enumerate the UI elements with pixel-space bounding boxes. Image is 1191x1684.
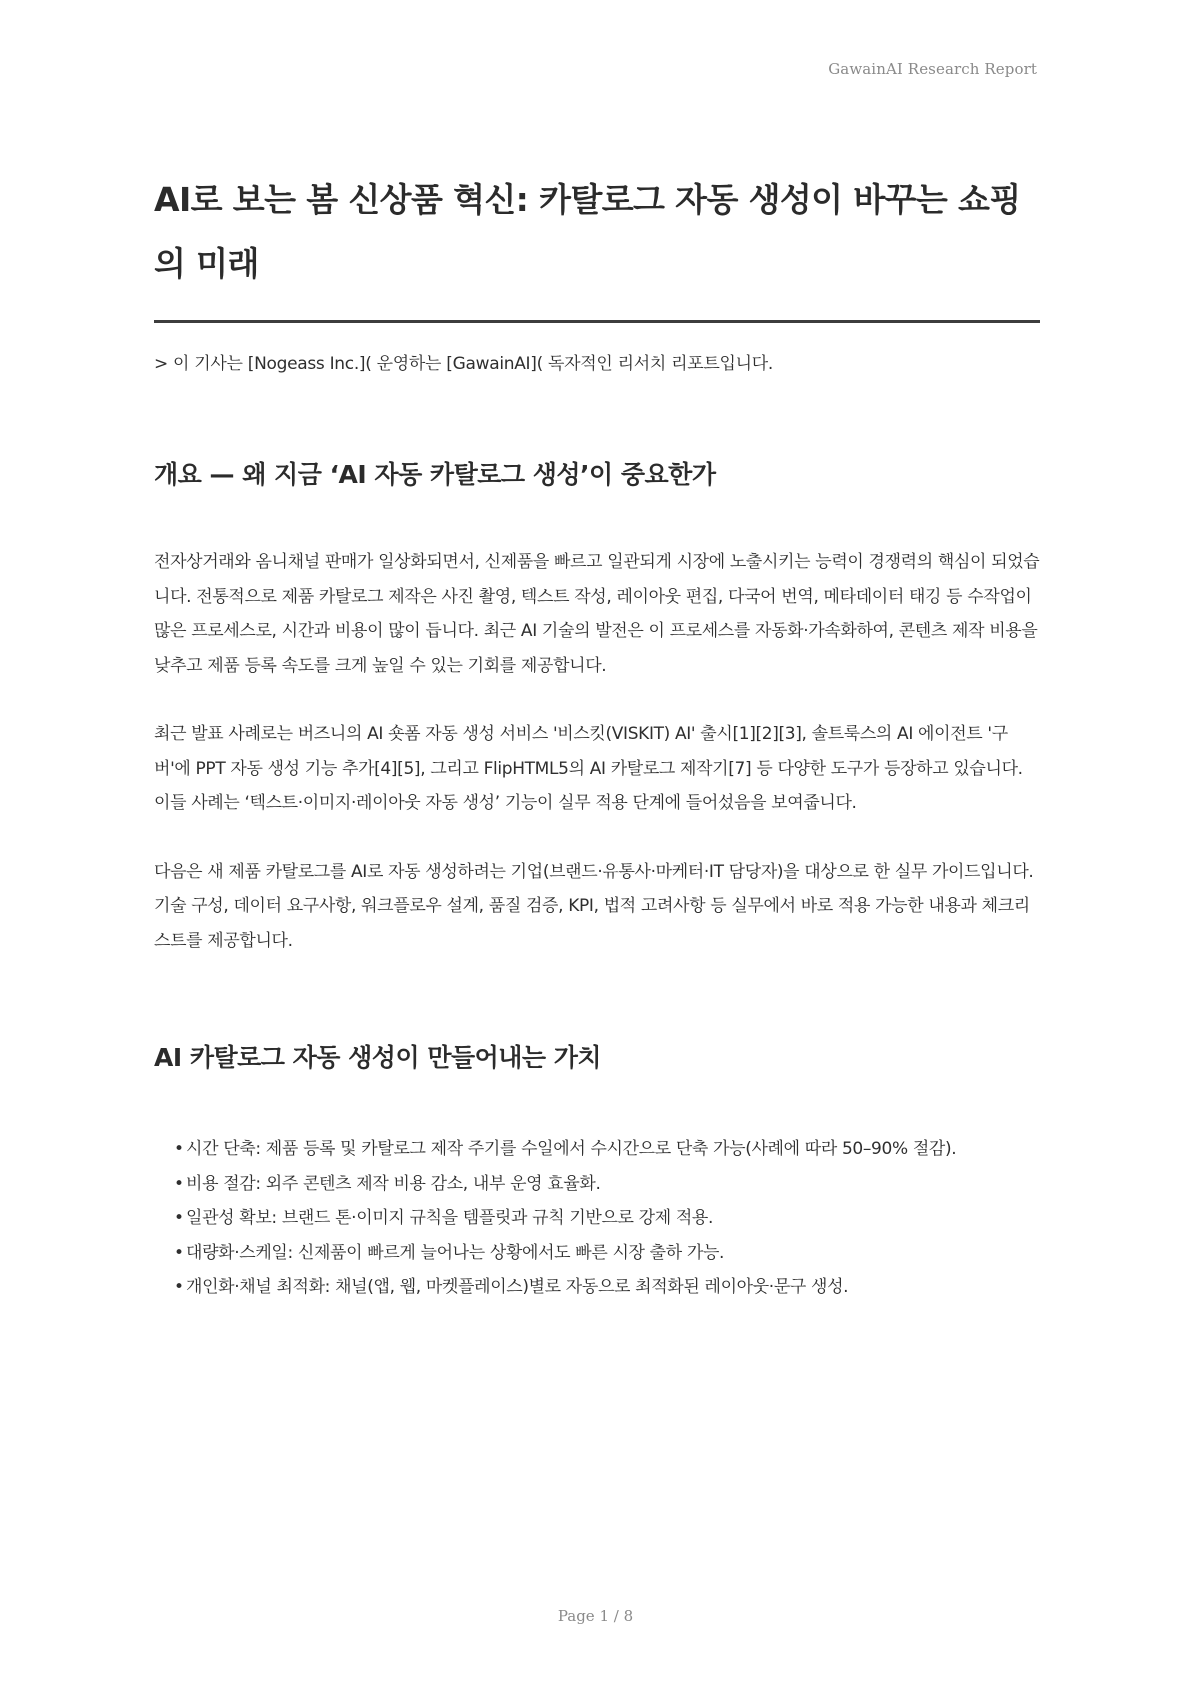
bullet-icon: • — [174, 1208, 184, 1228]
list-item — [174, 1167, 1040, 1202]
bullet-icon: • — [174, 1277, 184, 1297]
paragraph: 전자상거래와 옴니채널 판매가 일상화되면서, 신제품을 빠르고 일관되게 시장에 노출시키는 능력이 경쟁력의 핵심이 되었습니다. 전통적으로 제품 카탈로그 제작은 사진 촬영, 텍스트 작성, 레이아웃 편집, 다국어 번역, 메타데이터 태깅 등 수작업이 많은 프로세스로, 시간과 비용이 많이 듭니다. 최근 AI 기술의 발전은 이 프로세스를 자동화·가속화하여, 콘텐츠 제작 비용을 낮추고 제품 등록 속도를 크게 높일 수 있는 기회를 제공합니다. — [154, 552, 1040, 676]
list-item-text: 대량화·스케일: 신제품이 빠르게 늘어나는 상황에서도 빠른 시장 출하 가능. — [186, 1242, 725, 1263]
list-item — [174, 1236, 1040, 1271]
section-heading-value: AI 카탈로그 자동 생성이 만들어내는 가치 — [154, 1043, 602, 1072]
section-heading-overview: 개요 — 왜 지금 ‘AI 자동 카탈로그 생성’이 중요한가 — [154, 460, 716, 489]
page-number: Page 1 / 8 — [557, 1607, 634, 1625]
paragraph: 다음은 새 제품 카탈로그를 AI로 자동 생성하려는 기업(브랜드·유통사·마케터·IT 담당자)을 대상으로 한 실무 가이드입니다. 기술 구성, 데이터 요구사항, 워크플로우 설계, 품질 검증, KPI, 법적 고려사항 등 실무에서 바로 적용 가능한 내용과 체크리스트를 제공합니다. — [154, 861, 1034, 951]
intro-note: > 이 기사는 [Nogeass Inc.]( 운영하는 [GawainAI]( 독자적인 리서치 리포트입니다. — [154, 354, 773, 374]
list-item-text: 일관성 확보: 브랜드 톤·이미지 규칙을 템플릿과 규칙 기반으로 강제 적용. — [186, 1208, 714, 1228]
running-header: GawainAI Research Report — [828, 60, 1037, 78]
list-item — [174, 1201, 1040, 1236]
document-title: AI로 보는 봄 신상품 혁신: 카탈로그 자동 생성이 바꾸는 쇼핑의 미래 — [154, 180, 1021, 283]
document-body — [154, 168, 1040, 1305]
bullet-icon: • — [174, 1242, 184, 1263]
list-item-text: 비용 절감: 외주 콘텐츠 제작 비용 감소, 내부 운영 효율화. — [186, 1173, 601, 1194]
list-item-text: 개인화·채널 최적화: 채널(앱, 웹, 마켓플레이스)별로 자동으로 최적화된 레이아웃·문구 생성. — [186, 1277, 849, 1297]
value-bullet-list — [174, 1132, 1040, 1305]
list-item — [174, 1270, 1040, 1305]
bullet-icon: • — [174, 1173, 184, 1194]
list-item-text: 시간 단축: 제품 등록 및 카탈로그 제작 주기를 수일에서 수시간으로 단축 가능(사례에 따라 50–90% 절감). — [186, 1139, 957, 1159]
paragraph: 최근 발표 사례로는 버즈니의 AI 숏폼 자동 생성 서비스 '비스킷(VISKIT) AI' 출시[1][2][3], 솔트룩스의 AI 에이전트 '구버'에 PPT 자동 생성 기능 추가[4][5], 그리고 FlipHTML5의 AI 카탈로그 제작기[7] 등 다양한 도구가 등장하고 있습니다. 이들 사례는 ‘텍스트·이미지·레이아웃 자동 생성’ 기능이 실무 적용 단계에 들어섰음을 보여줍니다. — [154, 724, 1023, 813]
bullet-icon: • — [174, 1139, 184, 1159]
list-item — [174, 1132, 1040, 1167]
title-divider — [154, 320, 1040, 323]
